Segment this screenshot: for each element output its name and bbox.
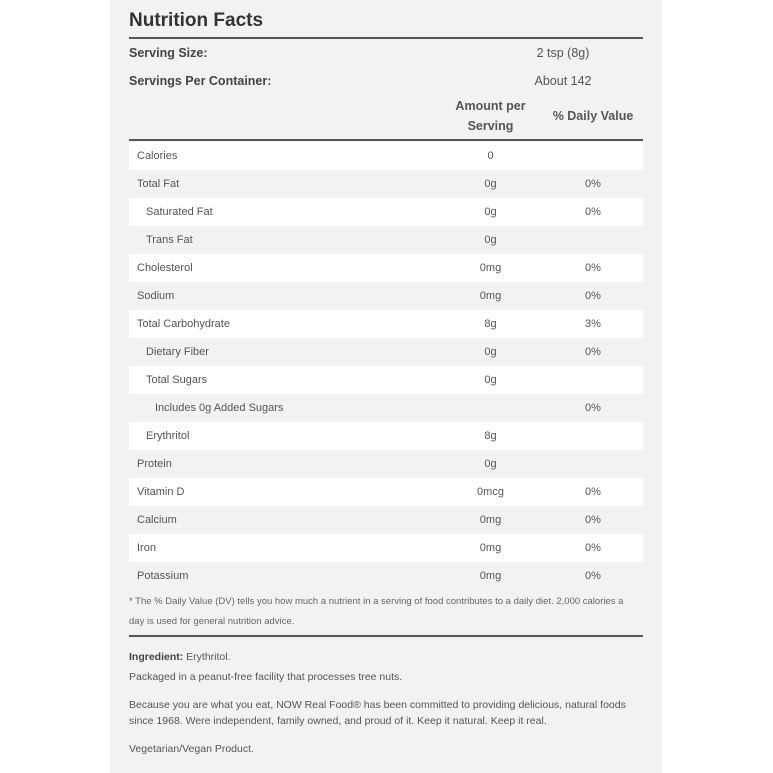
table-row [129,478,643,506]
divider [129,635,643,637]
page-title: Nutrition Facts [129,10,264,31]
nutrient-daily-value: 3% [585,318,601,330]
nutrition-facts-panel [110,0,662,773]
nutrient-amount: 0g [484,178,497,190]
nutrient-table [129,142,643,590]
ingredient-label: Ingredient: [129,651,184,663]
nutrient-amount: 8g [484,430,497,442]
amount-header-line1: Amount per [455,99,526,113]
nutrient-name: Calcium [137,514,177,526]
divider [129,139,643,141]
table-row [129,170,643,198]
nutrient-name: Total Fat [137,178,180,190]
nutrient-name: Cholesterol [137,262,193,274]
table-row [129,338,643,366]
servings-per-container-label: Servings Per Container: [129,74,272,88]
table-row [129,198,643,226]
table-row [129,254,643,282]
amount-header-line2: Serving [467,119,514,133]
brand-statement: Because you are what you eat, NOW Real Food® has been committed to providing delicious, natural foods since 1968. Were independent, family owned, and proud of it. Keep it natural. Keep it real. [129,699,626,727]
nutrient-amount: 0mg [479,542,502,554]
table-row [129,282,643,310]
nutrient-name: Trans Fat [146,234,193,246]
nutrient-name: Total Sugars [146,374,208,386]
table-row [129,142,643,170]
nutrient-amount: 8g [484,318,497,330]
table-row [129,422,643,450]
table-row [129,310,643,338]
nutrient-daily-value: 0% [585,542,601,554]
column-headers [129,95,643,137]
table-row [129,450,643,478]
serving-size-row [129,39,643,67]
nutrient-name: Total Carbohydrate [137,318,230,330]
ingredient-line [129,649,643,665]
nutrient-amount: 0g [484,206,497,218]
nutrient-name: Potassium [137,570,189,582]
nutrient-daily-value: 0% [585,178,601,190]
nutrient-amount: 0mg [479,514,502,526]
servings-per-container-value: About 142 [534,74,592,88]
nutrient-name: Erythritol [146,430,190,442]
daily-value-footnote: * The % Daily Value (DV) tells you how much a nutrient in a serving of food contributes to a daily diet. 2,000 calories a day is used for general nutrition advice. [129,596,624,627]
nutrient-amount: 0mg [479,290,502,302]
table-row [129,394,643,422]
nutrient-name: Iron [137,542,156,554]
nutrient-amount: 0g [484,346,497,358]
nutrient-daily-value: 0% [585,206,601,218]
nutrient-daily-value: 0% [585,262,601,274]
nutrient-daily-value: 0% [585,290,601,302]
nutrient-daily-value: 0% [585,346,601,358]
amount-per-serving-header [438,96,543,136]
nutrient-name: Dietary Fiber [146,346,209,358]
diet-note: Vegetarian/Vegan Product. [129,743,254,755]
facility-note: Packaged in a peanut-free facility that processes tree nuts. [129,671,403,683]
servings-per-container-row [129,67,643,95]
table-row [129,366,643,394]
table-row [129,534,643,562]
nutrient-amount: 0g [484,234,497,246]
nutrient-name: Calories [137,150,178,162]
nutrient-amount: 0g [484,458,497,470]
nutrient-amount: 0mg [479,262,502,274]
nutrient-amount: 0mg [479,570,502,582]
nutrient-name: Vitamin D [137,486,185,498]
nutrient-daily-value: 0% [585,486,601,498]
table-row [129,562,643,590]
nutrient-name: Protein [137,458,172,470]
nutrient-amount: 0mcg [477,486,504,498]
nutrient-amount: 0g [484,374,497,386]
table-row [129,506,643,534]
serving-size-value: 2 tsp (8g) [536,46,590,60]
nutrient-daily-value: 0% [585,402,601,414]
nutrient-name: Sodium [137,290,175,302]
daily-value-header: % Daily Value [552,109,634,123]
nutrient-name: Includes 0g Added Sugars [155,402,284,414]
nutrient-daily-value: 0% [585,514,601,526]
nutrient-amount: 0 [487,150,494,162]
serving-size-label: Serving Size: [129,46,208,60]
ingredient-value: Erythritol. [186,651,231,663]
nutrient-daily-value: 0% [585,570,601,582]
product-info [129,649,643,757]
table-row [129,226,643,254]
nutrient-name: Saturated Fat [146,206,213,218]
